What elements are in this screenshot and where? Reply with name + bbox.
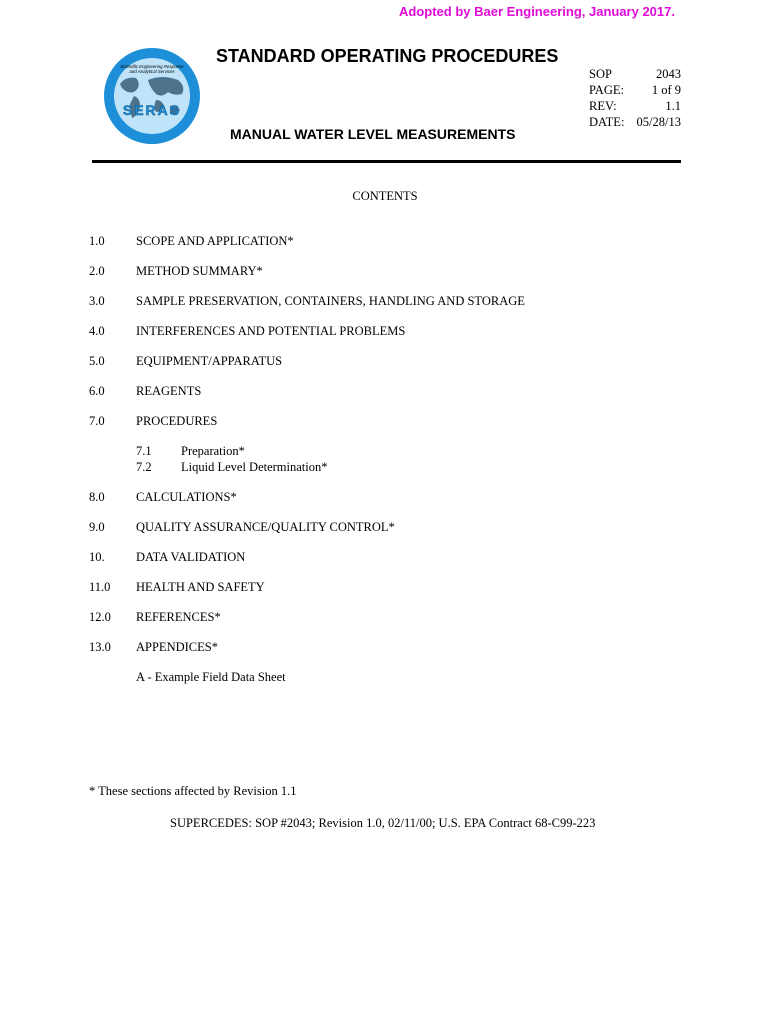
- meta-value: 05/28/13: [636, 115, 681, 129]
- toc-sub-label: Preparation*: [181, 444, 245, 458]
- logo-acronym: SERAS: [122, 102, 182, 118]
- toc-number: 8.0: [89, 490, 105, 504]
- toc-label: SAMPLE PRESERVATION, CONTAINERS, HANDLING AND STORAGE: [136, 294, 525, 308]
- adopted-note: Adopted by Baer Engineering, January 2017.: [399, 4, 675, 19]
- toc-number: 11.0: [89, 580, 111, 594]
- toc-label: PROCEDURES: [136, 414, 218, 428]
- meta-value: 1.1: [665, 99, 681, 113]
- meta-label: SOP: [589, 67, 612, 81]
- page-subtitle: MANUAL WATER LEVEL MEASUREMENTS: [230, 126, 516, 142]
- toc-number: 5.0: [89, 354, 105, 368]
- revision-note: * These sections affected by Revision 1.1: [89, 784, 297, 798]
- toc-number: 6.0: [89, 384, 105, 398]
- meta-label: REV:: [589, 99, 617, 113]
- toc-sub-number: 7.2: [136, 460, 152, 474]
- toc-number: 12.0: [89, 610, 111, 624]
- toc-number: 9.0: [89, 520, 105, 534]
- meta-row-date: [589, 114, 681, 130]
- toc-number: 10.: [89, 550, 105, 564]
- toc-number: 4.0: [89, 324, 105, 338]
- meta-label: PAGE:: [589, 83, 624, 97]
- logo-top-text-1: Scientific Engineering Response: [120, 64, 184, 69]
- toc-number: 2.0: [89, 264, 105, 278]
- toc-label: CALCULATIONS*: [136, 490, 237, 504]
- toc-label: REAGENTS: [136, 384, 202, 398]
- toc-sub-label: Liquid Level Determination*: [181, 460, 328, 474]
- toc-number: 3.0: [89, 294, 105, 308]
- toc-label: DATA VALIDATION: [136, 550, 246, 564]
- toc-label: HEALTH AND SAFETY: [136, 580, 265, 594]
- toc-label: METHOD SUMMARY*: [136, 264, 263, 278]
- seras-logo: [100, 46, 205, 146]
- toc-label: INTERFERENCES AND POTENTIAL PROBLEMS: [136, 324, 406, 338]
- logo-top-text-2: and Analytical Services: [129, 69, 175, 74]
- sop-meta-block: [589, 66, 681, 130]
- header-divider: [92, 160, 681, 163]
- supercedes-note: SUPERCEDES: SOP #2043; Revision 1.0, 02/11/00; U.S. EPA Contract 68-C99-223: [170, 816, 596, 830]
- toc-label: EQUIPMENT/APPARATUS: [136, 354, 283, 368]
- meta-value: 1 of 9: [651, 83, 681, 97]
- meta-row-sop: [589, 66, 681, 82]
- appendix-label: A - Example Field Data Sheet: [136, 670, 286, 684]
- contents-heading: CONTENTS: [352, 189, 418, 203]
- meta-row-rev: [589, 98, 681, 114]
- toc-number: 7.0: [89, 414, 105, 428]
- toc-label: APPENDICES*: [136, 640, 218, 654]
- toc-label: SCOPE AND APPLICATION*: [136, 234, 294, 248]
- meta-value: 2043: [656, 67, 681, 81]
- toc-number: 13.0: [89, 640, 111, 654]
- toc-number: 1.0: [89, 234, 105, 248]
- toc-sub-number: 7.1: [136, 444, 152, 458]
- toc-label: QUALITY ASSURANCE/QUALITY CONTROL*: [136, 520, 395, 534]
- meta-row-page: [589, 82, 681, 98]
- meta-label: DATE:: [589, 115, 625, 129]
- page-title: STANDARD OPERATING PROCEDURES: [216, 46, 559, 66]
- toc-label: REFERENCES*: [136, 610, 221, 624]
